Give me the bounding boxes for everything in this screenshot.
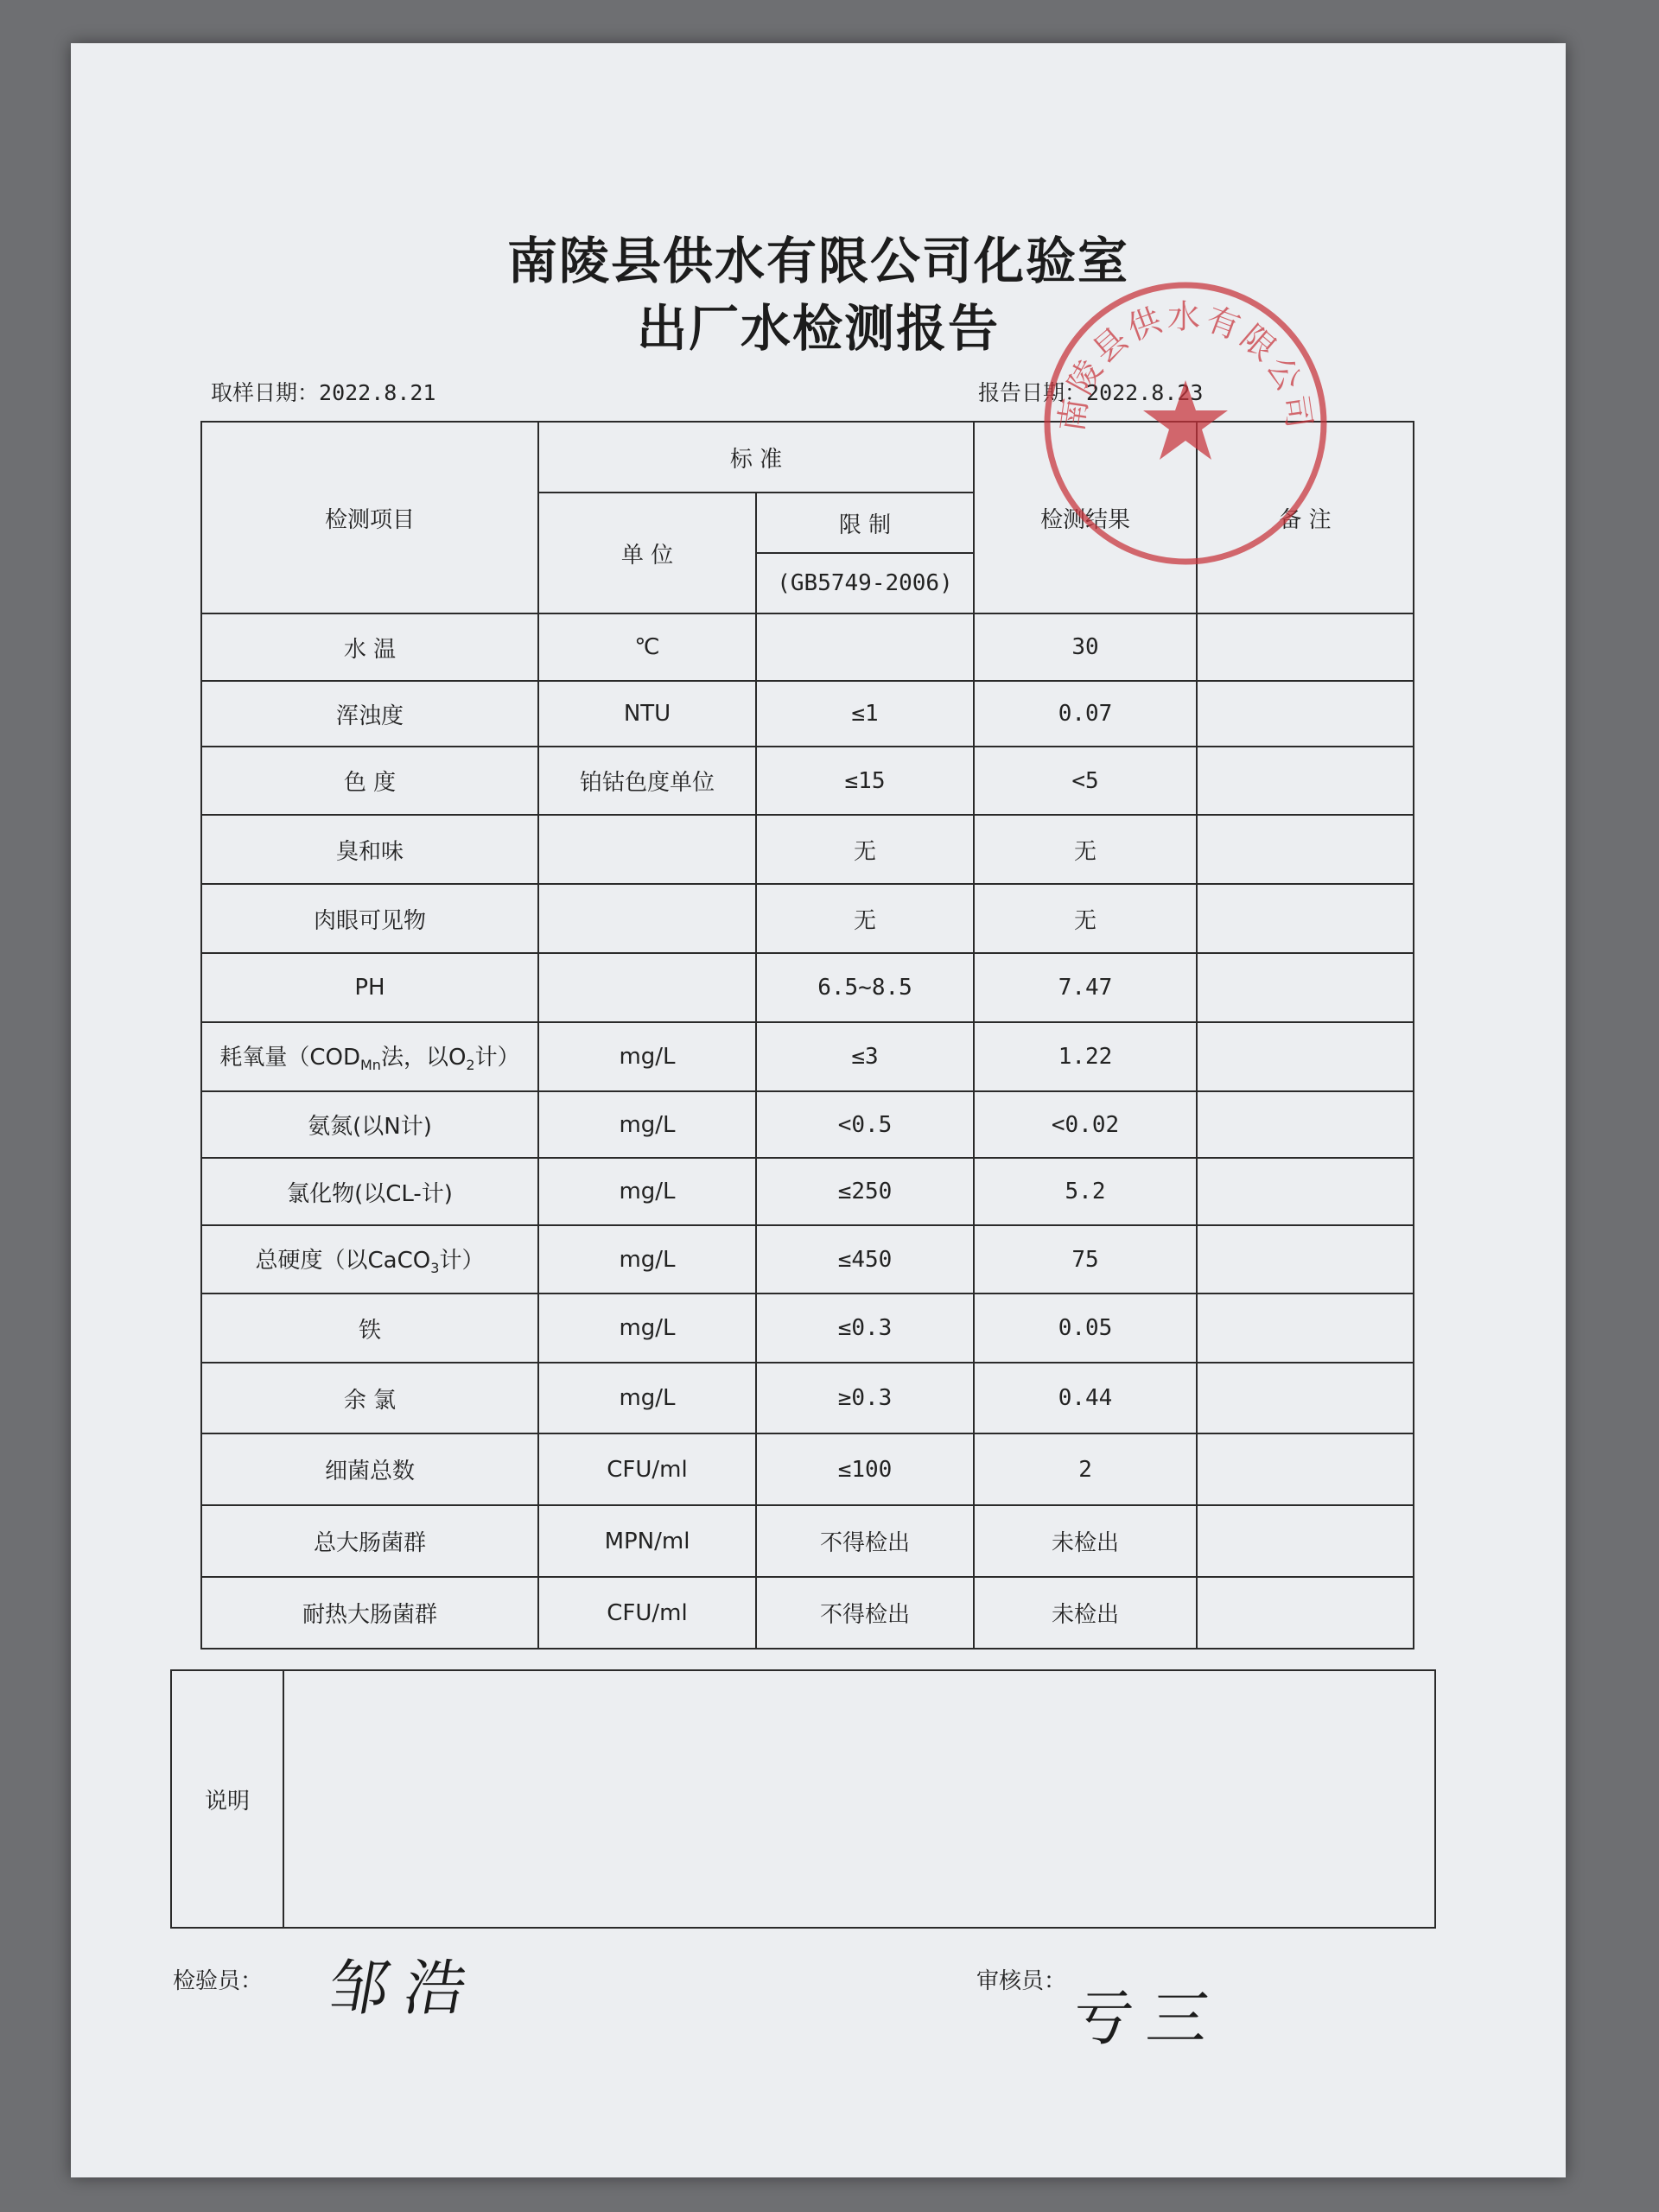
report-title-type: 出厂水检测报告: [636, 299, 1000, 358]
cell-unit: CFU/ml: [538, 1577, 756, 1649]
cell-limit: ≥0.3: [756, 1363, 974, 1433]
table-row: [201, 613, 1414, 681]
cell-limit: [756, 613, 974, 681]
cell-result: 5.2: [974, 1158, 1197, 1225]
table-row: [201, 747, 1414, 815]
cell-result: 2: [974, 1433, 1197, 1505]
inspector-signature: 邹浩: [322, 1953, 488, 2024]
cell-item: [201, 747, 538, 815]
cell-remark: [1197, 1022, 1414, 1091]
cell-unit: mg/L: [538, 1022, 756, 1091]
cell-limit: ≤250: [756, 1158, 974, 1225]
item-text: 总大肠菌群: [313, 1530, 426, 1556]
cell-result: 未检出: [974, 1577, 1197, 1649]
cell-limit: ≤1: [756, 681, 974, 747]
header-limit-ref: (GB5749-2006): [756, 553, 974, 613]
results-table: [200, 421, 1414, 1649]
header-limit: 限 制: [756, 493, 974, 553]
cell-item: [201, 681, 538, 747]
table-row: [201, 1577, 1414, 1649]
table-row: [201, 1433, 1414, 1505]
item-text: 耐热大肠菌群: [302, 1602, 437, 1628]
cell-item: [201, 1158, 538, 1225]
sample-date-label: 取样日期：: [211, 380, 320, 405]
cell-limit: ≤100: [756, 1433, 974, 1505]
item-text: 余 氯: [343, 1387, 397, 1414]
sample-date: [211, 376, 435, 407]
cell-result: 无: [974, 815, 1197, 884]
cell-unit: mg/L: [538, 1294, 756, 1363]
item-text: 法，以O: [380, 1045, 467, 1071]
cell-item: [201, 1505, 538, 1577]
cell-result: 0.44: [974, 1363, 1197, 1433]
cell-limit: <0.5: [756, 1091, 974, 1158]
item-subscript: 3: [430, 1260, 440, 1277]
cell-remark: [1197, 953, 1414, 1022]
table-row: [201, 1091, 1414, 1158]
item-text: 计）: [439, 1247, 485, 1274]
header-item: 检测项目: [201, 422, 538, 613]
cell-limit: 不得检出: [756, 1577, 974, 1649]
cell-unit: mg/L: [538, 1091, 756, 1158]
report-date-label: 报告日期：: [978, 380, 1087, 405]
cell-unit: [538, 953, 756, 1022]
company-seal: [1039, 276, 1332, 570]
table-row: [201, 884, 1414, 953]
item-text: PH: [354, 975, 385, 1001]
cell-unit: mg/L: [538, 1225, 756, 1294]
cell-item: [201, 953, 538, 1022]
item-text: 总硬度（以CaCO: [255, 1247, 431, 1274]
reviewer-label: 审核员：: [976, 1968, 1067, 1994]
inspector-label: 检验员：: [173, 1968, 264, 1994]
cell-remark: [1197, 1433, 1414, 1505]
cell-item: [201, 1022, 538, 1091]
item-text: 细菌总数: [324, 1459, 415, 1484]
cell-result: <5: [974, 747, 1197, 815]
cell-item: [201, 1091, 538, 1158]
cell-limit: 不得检出: [756, 1505, 974, 1577]
cell-item: [201, 1363, 538, 1433]
table-row: [201, 815, 1414, 884]
item-subscript: Mn: [360, 1057, 381, 1074]
item-text: 臭和味: [335, 838, 404, 865]
table-row: [201, 1158, 1414, 1225]
cell-item: [201, 1225, 538, 1294]
cell-unit: mg/L: [538, 1158, 756, 1225]
item-text: 色 度: [343, 770, 397, 796]
cell-limit: ≤3: [756, 1022, 974, 1091]
table-row: [201, 681, 1414, 747]
notes-box: [170, 1669, 1436, 1929]
table-row: [201, 1225, 1414, 1294]
cell-unit: MPN/ml: [538, 1505, 756, 1577]
cell-remark: [1197, 1505, 1414, 1577]
cell-limit: ≤15: [756, 747, 974, 815]
item-text: 肉眼可见物: [313, 907, 426, 934]
reviewer-signature: 亏三: [1065, 1983, 1231, 2054]
header-unit: 单 位: [538, 493, 756, 613]
cell-item: [201, 884, 538, 953]
report-date-value: 2022.8.23: [1086, 380, 1204, 405]
cell-remark: [1197, 1225, 1414, 1294]
seal-star-icon: [1143, 380, 1228, 460]
header-standard: 标 准: [538, 422, 974, 493]
cell-remark: [1197, 1577, 1414, 1649]
cell-item: [201, 1433, 538, 1505]
cell-limit: ≤0.3: [756, 1294, 974, 1363]
cell-unit: NTU: [538, 681, 756, 747]
cell-item: [201, 613, 538, 681]
item-text: 耗氧量（COD: [219, 1045, 360, 1071]
cell-limit: 无: [756, 884, 974, 953]
sample-date-value: 2022.8.21: [319, 380, 436, 405]
table-row: [201, 953, 1414, 1022]
item-text: 氯化物(以CL-计): [287, 1180, 453, 1207]
cell-result: 未检出: [974, 1505, 1197, 1577]
cell-unit: 铂钴色度单位: [538, 747, 756, 815]
cell-limit: 无: [756, 815, 974, 884]
cell-remark: [1197, 1363, 1414, 1433]
cell-unit: [538, 815, 756, 884]
cell-result: 75: [974, 1225, 1197, 1294]
cell-unit: ℃: [538, 613, 756, 681]
cell-result: 0.05: [974, 1294, 1197, 1363]
cell-result: 30: [974, 613, 1197, 681]
cell-result: 1.22: [974, 1022, 1197, 1091]
cell-remark: [1197, 747, 1414, 815]
table-row: [201, 1505, 1414, 1577]
table-row: [201, 1363, 1414, 1433]
item-text: 水 温: [343, 636, 397, 663]
cell-remark: [1197, 613, 1414, 681]
cell-remark: [1197, 884, 1414, 953]
cell-result: 0.07: [974, 681, 1197, 747]
cell-remark: [1197, 1158, 1414, 1225]
cell-remark: [1197, 815, 1414, 884]
cell-remark: [1197, 681, 1414, 747]
report-paper: [71, 43, 1566, 2177]
item-text: 计）: [474, 1045, 520, 1071]
cell-result: <0.02: [974, 1091, 1197, 1158]
item-text: 铁: [358, 1317, 381, 1344]
cell-result: 7.47: [974, 953, 1197, 1022]
notes-label: 说明: [172, 1671, 284, 1927]
item-subscript: 2: [466, 1057, 475, 1074]
cell-item: [201, 1294, 538, 1363]
header-result: 检测结果: [974, 422, 1197, 613]
table-row: [201, 1294, 1414, 1363]
cell-result: 无: [974, 884, 1197, 953]
item-text: 氨氮(以N计): [308, 1114, 432, 1140]
seal-text-path: 南陵县供水有限公司: [1052, 297, 1319, 435]
cell-item: [201, 1577, 538, 1649]
cell-unit: CFU/ml: [538, 1433, 756, 1505]
cell-item: [201, 815, 538, 884]
report-title-company: 南陵县供水有限公司化验室: [506, 232, 1129, 290]
cell-unit: mg/L: [538, 1363, 756, 1433]
item-text: 浑浊度: [335, 702, 404, 729]
cell-limit: 6.5~8.5: [756, 953, 974, 1022]
cell-unit: [538, 884, 756, 953]
table-row: [201, 1022, 1414, 1091]
cell-remark: [1197, 1294, 1414, 1363]
cell-remark: [1197, 1091, 1414, 1158]
cell-limit: ≤450: [756, 1225, 974, 1294]
header-remark: 备 注: [1197, 422, 1414, 613]
